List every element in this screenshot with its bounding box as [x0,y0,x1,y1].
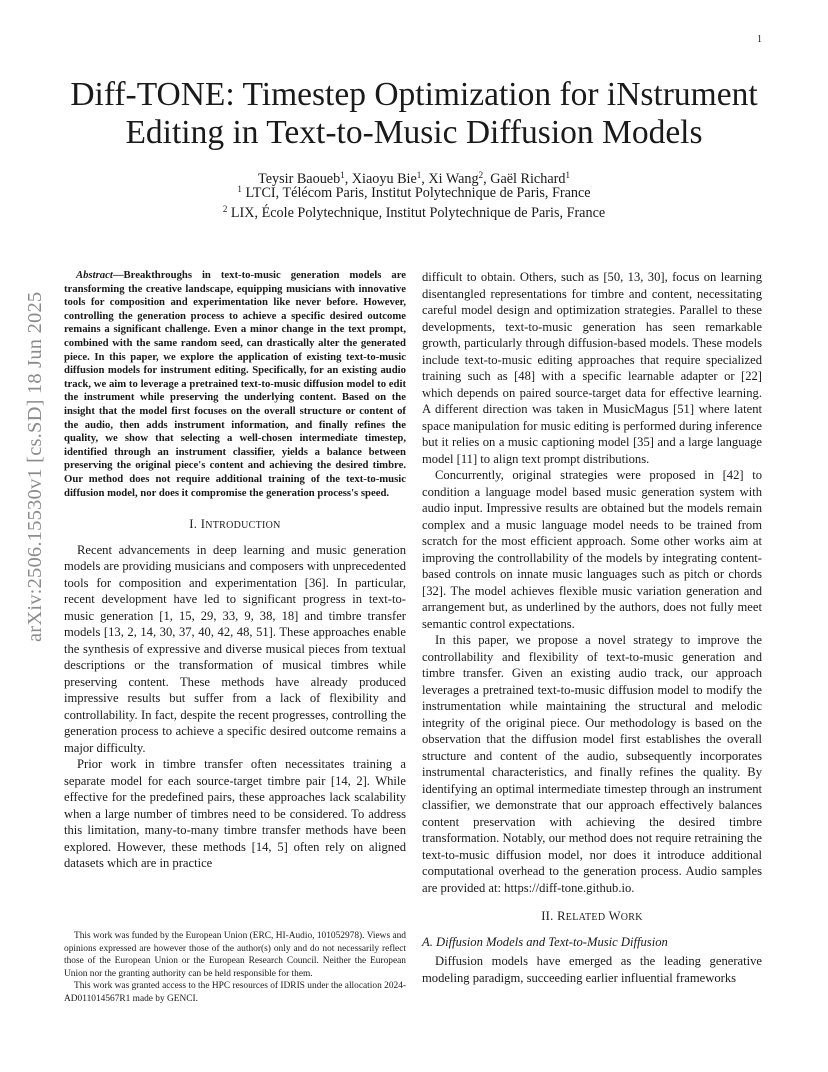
affiliation-2 [100,204,728,222]
paper-title: Diff-TONE: Timestep Optimization for iNstrument Editing in Text-to-Music Diffusion Models [70,76,758,151]
affiliation-1 [100,184,728,202]
paragraph: In this paper, we propose a novel strategy to improve the controllability and flexibility of text-to-music generation and timbre transfer. Given an existing audio track, our approach leverages a pretrained text-to-music diffusion model to modify the instrumentation while maintaining the structural and melodic integrity of the original piece. Our methodology is based on the observation that the diffusion model first establishes the overall structure and content of the audio, subsequently incorporates instrumental characteristics, and finally refines the quality. By identifying an optimal intermediate timestep through an instrument classifier, we demonstrate that our approach effectively balances content preservation with achieving the desired timbre transformation. Notably, our method does not require retraining the text-to-music diffusion model, nor does it introduce additional computational overhead to the generation process. Audio samples are provided at: https://diff-tone.github.io. [422,633,762,895]
subsection-heading: A. Diffusion Models and Text-to-Music Diffusion [422,934,668,949]
section-title-rest: ORK [620,912,643,923]
affiliation-mark: 1 [237,184,242,194]
paragraph: Concurrently, original strategies were proposed in [42] to condition a language model based music generation system with audio input. Impressive results are obtained but the models remain complex and a music language model needs to be trained from scratch for the most efficient approach. Some other works aim at improving the controllability of the models by integrating content-based controls on innate music languages such as pitch or chords [32]. The model achieves flexible music variation generation and arrangement but, as underlined by the authors, does not fully meet semantic control expectations. [422,468,762,631]
footnotes [64,930,406,1005]
affiliation-text: LTCI, Télécom Paris, Institut Polytechnique de Paris, France [245,185,591,201]
author-affiliation-mark: 1 [340,170,345,180]
section-title-initial: R [557,909,566,923]
author-name: Xi Wang [428,171,479,187]
page-number: 1 [757,34,762,45]
paragraph: Prior work in timbre transfer often necessitates training a separate model for each source-target timbre pair [14, 2]. While effective for the predefined pairs, these approaches lack scalability when a large number of timbres need to be considered. To address this limitation, many-to-many timbre transfer methods have been explored. However, these methods [14, 5] often rely on aligned datasets which are in practice [64,757,406,871]
footnote: This work was granted access to the HPC resources of IDRIS under the allocation 2024-AD011014567R1 made by GENCI. [64,981,406,1004]
footnote: This work was funded by the European Union (ERC, HI-Audio, 101052978). Views and opinions expressed are however those of the author(s) only and do not necessarily reflect those of the European Union or the European Research Council. Neither the European Union nor the granting authority can be held responsible for them. [64,931,406,979]
author-name: Xiaoyu Bie [351,171,417,187]
abstract-label: Abstract [76,269,113,281]
section-heading-introduction [64,516,406,535]
arxiv-identifier: arXiv:2506.15530v1 [cs.SD] 18 Jun 2025 [24,291,46,642]
author-name: Teysir Baoueb [258,171,341,187]
abstract [64,269,406,500]
section-title-rest: NTRODUCTION [205,520,281,532]
section-number: I. [189,517,198,532]
right-column [422,269,762,986]
affiliation-text: LIX, École Polytechnique, Institut Polytechnique de Paris, France [230,205,606,221]
affiliation-mark: 2 [222,204,228,214]
author-affiliation-mark: 1 [565,170,570,180]
section-title-rest: ELATED [565,912,606,923]
author-affiliation-mark: 2 [478,170,484,180]
paragraph: Diffusion models have emerged as the leading generative modeling paradigm, succeeding earlier influential frameworks [422,954,762,985]
section-title-initial: I [200,517,206,532]
section-title-initial: W [608,909,621,923]
paragraph: Recent advancements in deep learning and music generation models are providing musicians and composers with unprecedented tools for composition and experimentation [36]. In particular, recent development have led to significant progress in text-to-music generation [1, 15, 29, 33, 9, 38, 18] and timbre transfer models [13, 2, 14, 30, 37, 40, 42, 48, 51]. These approaches enable the synthesis of expressive and diverse musical pieces from textual descriptions or the transformation of musical timbres while preserving content. These methods have already produced impressive results but suffer from a lack of flexibility and controllability. In fact, despite the recent progresses, controlling the generation process to achieve a specific desired outcome remains a major difficulty. [64,542,406,755]
author-list: Teysir Baoueb$^1$, Xiaoyu Bie$^1$, Xi Wang$^2$, Gaël Richard$^1$ [258,170,570,187]
author-name: Gaël Richard [490,171,566,187]
paragraph: difficult to obtain. Others, such as [50, 13, 30], focus on learning disentangled representations for timbre and content, necessitating careful model design and optimization strategies. Parallel to these developments, text-to-music generation has seen remarkable growth, particularly through diffusion-based models. These models include text-to-music editing approaches that require specialized training such as [48] with a specific learnable adapter or [22] which depends on paired source-target data for effective learning. A different direction was taken in MusicMagus [51] where latent space manipulation for music editing is performed during inference but it relies on a music captioning model [35] and a large language model [11] to align text prompt distributions. [422,270,762,466]
left-column [64,269,406,872]
author-affiliation-mark: 1 [416,170,422,180]
abstract-text: —Breakthroughs in text-to-music generation models are transforming the creative landscape, equipping musicians with innovative tools for composition and experimentation like never before. However, controlling the generation process to achieve a specific desired outcome remains a significant challenge. Even a minor change in the text prompt, combined with the same random seed, can drastically alter the generated piece. In this paper, we explore the application of existing text-to-music diffusion models for instrument editing. Specifically, for an existing audio track, we aim to leverage a pretrained text-to-music diffusion model to edit the instrument while preserving the underlying content. Based on the insight that the model first focuses on the overall structure or content of the audio, then adds instrument information, and finally refines the quality, we show that selecting a well-chosen intermediate timestep, identified through an instrument classifier, yields a balance between preserving the original piece's content and achieving the desired timbre. Our method does not require additional training of the text-to-music diffusion model, nor does it compromise the generation process's speed. [64,269,406,499]
section-number: II. [541,909,554,923]
section-heading-related-work [422,908,762,927]
